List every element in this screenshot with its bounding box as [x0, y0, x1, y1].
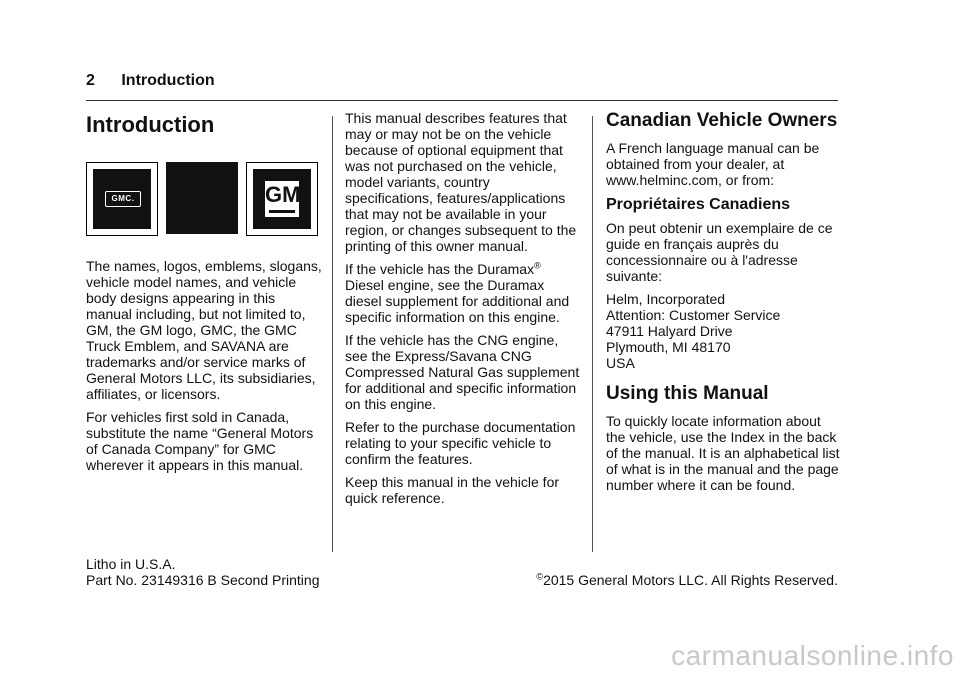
litho-text: Litho in U.S.A.	[86, 556, 176, 572]
column-1-body	[86, 258, 324, 480]
truck-emblem-logo	[166, 162, 238, 234]
page-number: 2	[86, 72, 95, 89]
gmc-logo	[86, 162, 158, 236]
address-block: Helm, Incorporated Attention: Customer Service 47911 Halyard Drive Plymouth, MI 48170 USA	[606, 291, 781, 371]
purchase-paragraph: Refer to the purchase documentation relating to your specific vehicle to confirm the features.	[345, 419, 576, 467]
using-manual-heading: Using this Manual	[606, 383, 769, 404]
column-divider-1	[332, 116, 333, 552]
logo-strip	[86, 162, 316, 236]
column-1	[86, 112, 322, 138]
features-paragraph: This manual describes features that may or may not be on the vehicle because of optional equipment that was not purchased on the vehicle, model variants, country specifications, features/applications that may not be available in your region, or changes subsequent to the printing of this owner manual.	[345, 110, 577, 254]
gm-logo	[246, 162, 318, 236]
section-title: Introduction	[121, 72, 215, 89]
part-number-text: Part No. 23149316 B Second Printing	[86, 572, 320, 588]
cng-paragraph: If the vehicle has the CNG engine, see the Express/Savana CNG Compressed Natural Gas supplement for additional and specific information on this engine.	[345, 332, 580, 412]
column-divider-2	[592, 116, 593, 552]
column-2	[345, 110, 581, 513]
trademark-paragraph: The names, logos, emblems, slogans, vehicle model names, and vehicle body designs appearing in this manual including, but not limited to, GM, the GM logo, GMC, the GMC Truck Emblem, and SAVANA are trademarks and/or service marks of General Motors LLC, its subsidiaries, affiliates, or licensors.	[86, 258, 322, 402]
footer-right	[536, 572, 838, 588]
copyright-text: 2015 General Motors LLC. All Rights Reserved.	[543, 572, 838, 588]
canadian-owners-heading: Canadian Vehicle Owners	[606, 110, 838, 131]
proprietaires-heading: Propriétaires Canadiens	[606, 196, 791, 213]
gmc-logo-text: GMC.	[105, 191, 141, 207]
footer-left	[86, 556, 320, 588]
column-3	[606, 110, 842, 500]
french-paragraph: On peut obtenir un exemplaire de ce guide en français auprès du concessionnaire ou à l'adresse suivante:	[606, 220, 833, 284]
page-header	[86, 72, 215, 90]
copyright-symbol: ©	[536, 571, 544, 582]
french-manual-paragraph: A French language manual can be obtained from your dealer, at www.helminc.com, or from:	[606, 140, 820, 188]
duramax-paragraph: If the vehicle has the Duramax® Diesel engine, see the Duramax diesel supplement for additional and specific information on this engine.	[345, 260, 570, 325]
watermark-text: carmanualsonline.info	[671, 640, 954, 671]
gm-logo-text: GM	[265, 182, 301, 207]
canada-paragraph: For vehicles first sold in Canada, substitute the name “General Motors of Canada Company” for GMC wherever it appears in this manual.	[86, 409, 314, 473]
registered-mark: ®	[534, 260, 541, 271]
using-manual-paragraph: To quickly locate information about the vehicle, use the Index in the back of the manual. It is an alphabetical list of what is in the manual and the page number where it can be found.	[606, 413, 840, 493]
intro-heading: Introduction	[86, 112, 215, 137]
header-rule	[86, 100, 838, 101]
keep-manual-paragraph: Keep this manual in the vehicle for quick reference.	[345, 474, 560, 506]
